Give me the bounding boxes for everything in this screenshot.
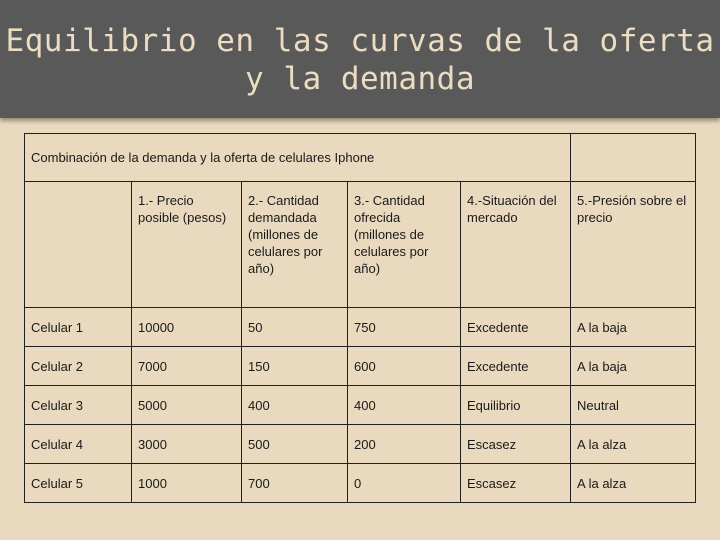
table-cell: 750 — [348, 308, 461, 347]
header-cell-presion: 5.-Presión sobre el precio — [571, 182, 696, 308]
slide-title-line-1: Equilibrio en las curvas de la oferta — [5, 23, 715, 59]
table-row — [25, 308, 696, 347]
header-cell-precio: 1.- Precio posible (pesos) — [132, 182, 242, 308]
slide-title-line-2: y la demanda — [245, 61, 475, 97]
table-cell: 700 — [242, 464, 348, 503]
table-header-row — [25, 182, 696, 308]
table-cell: Celular 4 — [25, 425, 132, 464]
table-cell: A la baja — [571, 347, 696, 386]
table-cell: Equilibrio — [461, 386, 571, 425]
equilibrium-table — [24, 133, 696, 503]
table-cell: Excedente — [461, 308, 571, 347]
table-caption-row — [25, 134, 696, 182]
table-cell: 10000 — [132, 308, 242, 347]
table-cell: 0 — [348, 464, 461, 503]
header-cell-cantidad-demandada: 2.- Cantidad demandada (millones de celulares por año) — [242, 182, 348, 308]
table-cell: Neutral — [571, 386, 696, 425]
header-cell-blank — [25, 182, 132, 308]
table-cell: 400 — [242, 386, 348, 425]
table-cell: 50 — [242, 308, 348, 347]
table-cell: Escasez — [461, 425, 571, 464]
table-cell: A la baja — [571, 308, 696, 347]
header-cell-situacion: 4.-Situación del mercado — [461, 182, 571, 308]
table-cell: 500 — [242, 425, 348, 464]
header-cell-cantidad-ofrecida: 3.- Cantidad ofrecida (millones de celulares por año) — [348, 182, 461, 308]
table-cell: 400 — [348, 386, 461, 425]
table-row — [25, 347, 696, 386]
table-cell: 7000 — [132, 347, 242, 386]
table-cell: 5000 — [132, 386, 242, 425]
table-caption-blank-cell — [571, 134, 696, 182]
title-bar — [0, 0, 720, 118]
table-cell: A la alza — [571, 464, 696, 503]
table-cell: Excedente — [461, 347, 571, 386]
table-row — [25, 464, 696, 503]
table-cell: Celular 2 — [25, 347, 132, 386]
table-cell: Escasez — [461, 464, 571, 503]
table-cell: 3000 — [132, 425, 242, 464]
table-cell: 150 — [242, 347, 348, 386]
table-cell: A la alza — [571, 425, 696, 464]
table-row — [25, 425, 696, 464]
table-caption: Combinación de la demanda y la oferta de celulares Iphone — [25, 134, 571, 182]
slide-title — [0, 22, 720, 98]
table-cell: 600 — [348, 347, 461, 386]
table-cell: Celular 5 — [25, 464, 132, 503]
table-cell: 200 — [348, 425, 461, 464]
table-cell: 1000 — [132, 464, 242, 503]
table-row — [25, 386, 696, 425]
table-cell: Celular 1 — [25, 308, 132, 347]
table-cell: Celular 3 — [25, 386, 132, 425]
